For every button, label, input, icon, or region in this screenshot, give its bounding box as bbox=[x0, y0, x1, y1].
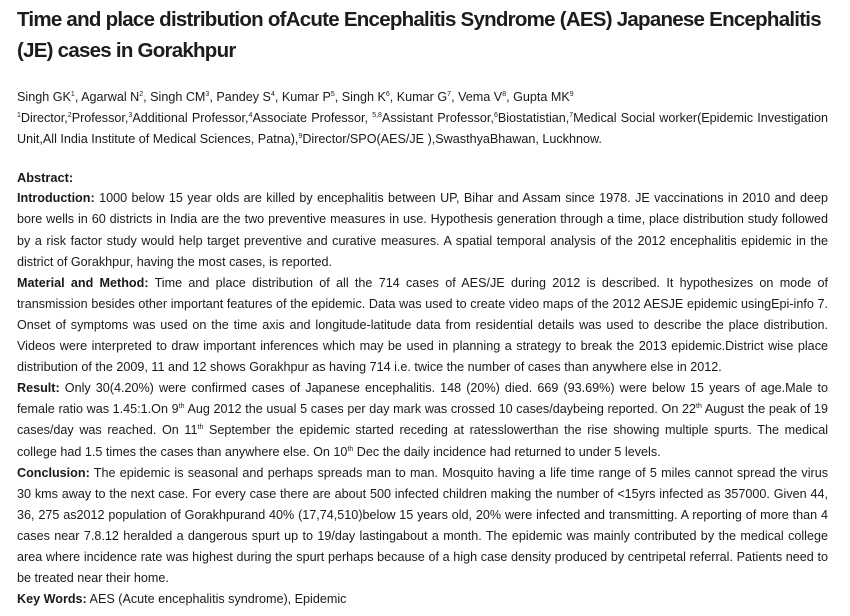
author: Gupta $MK^9$ bbox=[513, 90, 574, 104]
author-list: Singh $GK^1$, Agarwal $N^2$, Singh $CM^3$, Pandey $S^4$, Kumar $P^5$, Singh $K^6$, Kumar $G^7$, Vema $V^8$, Gupta $MK^9$ bbox=[17, 90, 574, 104]
author: Kumar $P^5$ bbox=[281, 90, 335, 104]
abstract-conclusion: Conclusion: The epidemic is seasonal and perhaps spreads man to man. Mosquito having a life time range of 5 miles cannot spread the virus 30 kms away to the next case. For every case there are about 500 infected children making the number of <15yrs infected as 357000. Given 44, 36, 275 as2012 population of Gorakhpurand 40% (17,74,510)below 15 years old, 20% were infected and transmitting. A reporting of more than 4 cases near 7.8.12 heralded a dangerous spurt up to 19/day lastingabout a month. The epidemic was mainly contributed by the medical college area where incidence rate was highest during the spurt perhaps because of a high case density produced by centripetal referral. Patients need to be treated near their home. bbox=[17, 465, 828, 586]
affiliation: Assistant Professor, bbox=[381, 111, 494, 126]
affiliation: Director, bbox=[20, 111, 68, 126]
author: Kumar $G^7$ bbox=[396, 90, 452, 104]
abstract-introduction: Introduction: 1000 below 15 year olds are killed by encephalitis between UP, Bihar and Assam since 1978. JE vaccinations in 2010 and deep bore wells in 60 districts in India are the two preventive measures in use. Hypothesis generation through a time, place distribution study followed by a risk factor study would help target preventive and curative measures. A spatial temporal analysis of the 2012 encephalitis epidemic in the district of Gorakhpur, having the most cases, is reported. bbox=[17, 191, 828, 269]
affiliation: Additional Professor, bbox=[132, 111, 249, 126]
author: Agarwal $N^2$ bbox=[81, 90, 144, 104]
section-label: Key Words: bbox=[17, 592, 87, 607]
paper-title: Time and place distribution ofAcute Encephalitis Syndrome (AES) Japanese Encephalitis (JE) cases in Gorakhpur bbox=[17, 8, 821, 62]
author: Singh $K^6$ bbox=[341, 90, 390, 104]
abstract-heading: Abstract: bbox=[17, 170, 74, 186]
affiliations: $^1$Director,$^2$Professor,$^3$Additional Professor,$^4$Associate Professor, $^{5,8}$Assistant Professor,$^6$Biostatistian,$^7$Medical Social worker(Epidemic Investigation Unit,All India Institute of Medical Sciences, Patna),$^9$Director/SPO(AES/JE ),SwasthyaBhawan, Luckhnow. bbox=[17, 111, 828, 147]
author: Singh $GK^1$ bbox=[17, 90, 75, 104]
keywords: Key Words: AES (Acute encephalitis syndrome), Epidemic bbox=[17, 592, 347, 607]
affiliation: Professor, bbox=[71, 111, 129, 126]
affiliation: Medical Social worker(Epidemic Investigation Unit,All India Institute of Medical Sciences, Patna), bbox=[17, 111, 828, 147]
section-label: Conclusion: bbox=[17, 465, 90, 480]
section-label: Material and Method: bbox=[17, 275, 149, 290]
affiliation: Associate Professor, bbox=[252, 111, 373, 126]
abstract-result: Result: Only 30(4.20%) were confirmed cases of Japanese encephalitis. 148 (20%) died. 669 (93.69%) were below 15 years of age.Male to female ratio was 1.45:1.On 9th Aug 2012 the usual 5 cases per day mark was crossed 10 cases/daybeing reported. On 22th August the peak of 19 cases/day was reached. On 11th September the epidemic started receding at ratesslowerthan the rise showing multiple spurts. The medical college had 1.5 times the cases than anywhere else. On 10th Dec the daily incidence had returned to under 5 levels. bbox=[17, 381, 828, 459]
author: Pandey $S^4$ bbox=[216, 90, 275, 104]
section-label: Introduction: bbox=[17, 191, 95, 206]
affiliation: Biostatistian, bbox=[497, 111, 570, 126]
section-label: Result: bbox=[17, 381, 60, 396]
paper-page bbox=[17, 0, 828, 610]
author: Vema $V^8$ bbox=[458, 90, 507, 104]
abstract-method: Material and Method: Time and place distribution of all the 714 cases of AES/JE during 2012 is described. It hypothesizes on mode of transmission besides other important features of the epidemic. Data was used to create video maps of the 2012 AESJE epidemic usingEpi-info 7. Onset of symptoms was used on the time axis and longitude-latitude data from residential details was used to describe the place distribution. Videos were interpreted to draw important inferences which may be used in planning a strategy to break the 2013 epidemic.District wise place distribution of the 2009, 11 and 12 shows Gorakhpur as having 714 i.e. twice the number of cases than anywhere else in 2012. bbox=[17, 275, 828, 375]
author: Singh $CM^3$ bbox=[150, 90, 210, 104]
affiliation: Director/SPO(AES/JE ),SwasthyaBhawan, Luckhnow. bbox=[302, 132, 602, 147]
